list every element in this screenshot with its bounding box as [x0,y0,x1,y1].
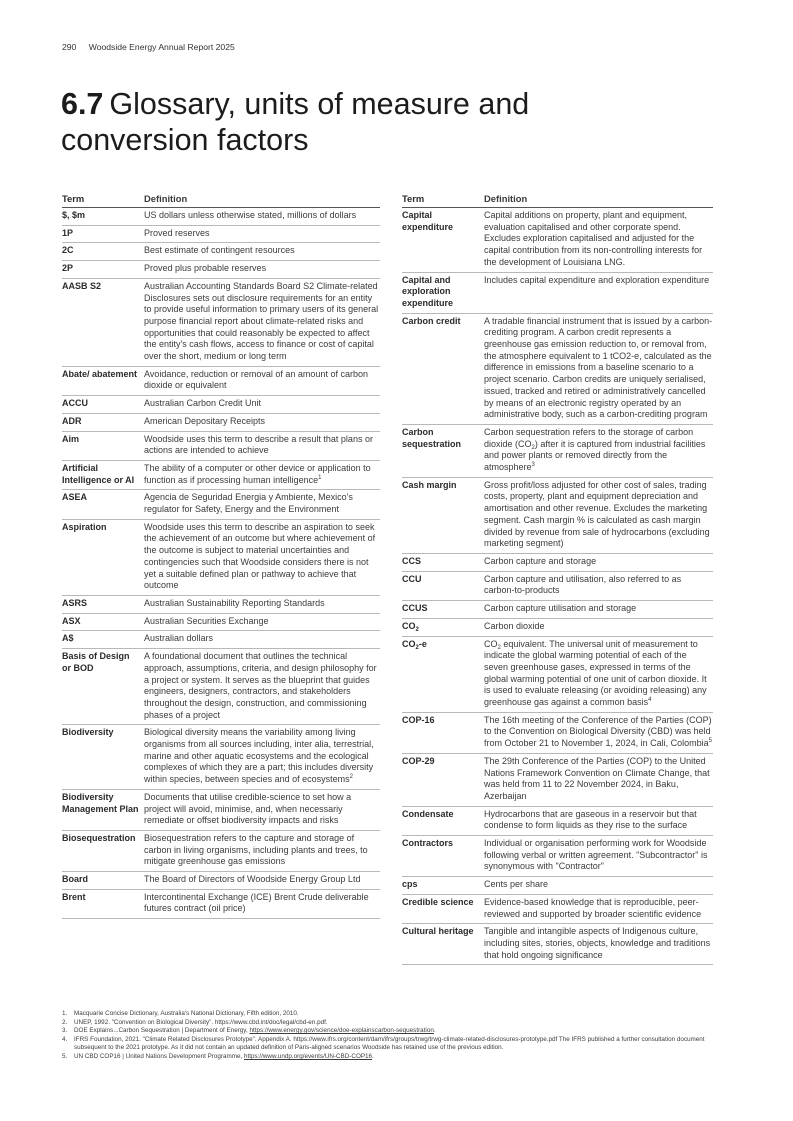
definition-text: Carbon sequestration refers to the storage of carbon dioxide (CO [484,426,694,449]
table-header [62,191,380,208]
glossary-term: 1P [62,227,74,238]
glossary-term: Biodiversity [62,727,114,738]
glossary-definition [484,210,713,269]
definition-text: The 16th meeting of the Conference of the Parties (COP) to the Convention on Biological Diversity (CBD) was held from October 21 to November 1, 2024, in Cali, Colombia [484,714,712,749]
term-text-suffix: -e [418,638,427,649]
definition-text: Biological diversity means the variability among living organisms from all sources including, inter alia, terrestrial, marine and other aquatic ecosystems and the ecological complexes of which they are a part; this includes diversity within species, between species and of ecosystems [144,727,374,785]
term-header: Term [402,193,425,204]
glossary-definition [484,879,713,891]
glossary-definition [144,633,380,645]
term-header: Term [62,193,85,204]
definition-text: The Board of Directors of Woodside Energy Group Ltd [144,874,361,885]
glossary-definition [144,210,380,222]
table-row [402,314,713,425]
glossary-term: $, $m [62,210,86,220]
glossary-definition [144,598,380,610]
glossary-term: CCUS [402,603,428,614]
definition-text: Biosequestration refers to the capture and storage of carbon in living organisms, including plants and trees, to mitigate greenhouse gas emissions [144,832,368,867]
table-row [62,831,380,872]
table-row [62,490,380,519]
definition-text: The ability of a computer or other device or application to function as if processing human intelligence [144,462,371,485]
glossary-term: Basis of Design or BOD [62,651,130,673]
table-row [62,614,380,632]
glossary-term: Capital and exploration expenditure [402,274,454,308]
glossary-term: Biosequestration [62,832,136,843]
definition-text: Carbon dioxide [484,620,545,631]
glossary-definition [484,574,713,597]
table-row [62,649,380,725]
definition-text: Includes capital expenditure and exploration expenditure [484,274,710,285]
glossary-term: CCS [402,555,422,566]
table-row [402,478,713,554]
glossary-term: Condensate [402,808,454,819]
glossary-term [402,621,484,633]
footnote-text-wrap [74,1027,722,1036]
table-row [62,461,380,490]
footnote-number: 1. [62,1010,68,1017]
footnote-text: UNEP, 1992. "Convention on Biological Diversity". https://www.cbd.int/doc/legal/cbd-en.pdf. [74,1018,328,1026]
definition-header: Definition [484,193,528,204]
definition-text: US dollars unless otherwise stated, millions of dollars [144,210,357,220]
glossary-definition [144,416,380,428]
table-row [402,836,713,877]
glossary-definition [144,369,380,392]
definition-text: Avoidance, reduction or removal of an amount of carbon dioxide or equivalent [144,368,368,391]
definition-text-suffix: equivalent. The universal unit of measurement to indicate the global warming potential of each of the seven greenhouse gases, expressed in terms of the global warming potential of one unit of carbon dioxide. It is used to evaluate releasing (or avoiding releasing) any greenhouse gas against a common basis [484,638,707,708]
glossary-term: A$ [62,633,74,644]
glossary-definition [144,792,380,827]
footnote-text: UN CBD COP16 | United Nations Development Programme, [74,1052,244,1060]
glossary-term: Aim [62,433,80,444]
table-row [402,601,713,619]
table-row [402,877,713,895]
table-row [402,637,713,713]
table-header [402,191,713,208]
table-row [62,226,380,244]
footnote [62,1036,722,1053]
definition-text: Carbon capture and storage [484,555,597,566]
glossary-definition [484,621,713,633]
definition-text: Proved reserves [144,227,210,238]
glossary-definition [144,228,380,240]
glossary-term: Biodiversity Management Plan [62,791,139,814]
footnote [62,1027,722,1036]
glossary-term: Aspiration [62,521,107,532]
footnote-number: 3. [62,1027,68,1035]
glossary-term: Brent [62,891,86,902]
glossary-term: ADR [62,415,82,426]
table-row [62,596,380,614]
footnote-text: Macquarie Concise Dictionary, Australia's National Dictionary, Fifth edition, 2010. [74,1010,299,1017]
definition-text: Tangible and intangible aspects of Indigenous culture, including sites, stories, objects, knowledge and traditions that hold ongoing significance [484,926,711,960]
table-row [402,273,713,314]
footnote [62,1010,722,1019]
table-row [62,790,380,831]
glossary-definition [144,616,380,628]
footnote-ref: 2 [349,774,353,781]
definition-text: Agencia de Seguridad Energia y Ambiente, Mexico's regulator for Safety, Energy and the Environment [144,492,353,515]
page-header [62,42,235,52]
table-row [402,554,713,572]
glossary-term: Board [62,874,89,885]
footnote [62,1053,722,1062]
glossary-term: 2C [62,245,74,256]
definition-text: CO [484,638,498,649]
table-row [402,895,713,924]
table-row [62,631,380,649]
table-row [62,208,380,226]
glossary-definition [484,639,713,709]
glossary-definition [144,263,380,275]
glossary-definition [484,556,713,568]
table-row [62,520,380,596]
glossary-definition [484,715,713,750]
footnote-text-wrap [74,1010,722,1019]
table-row [402,425,713,478]
definition-text: Cents per share [484,879,549,890]
definition-text-suffix: ) after it is captured from industrial facilities and power plants or removed directly from the atmosphere [484,438,706,473]
footnote-link[interactable]: https://www.undp.org/events/UN-CBD-COP16 [243,1052,373,1060]
definition-text: Best estimate of contingent resources [144,245,295,256]
footnotes [62,1010,722,1062]
glossary-term: ACCU [62,398,88,409]
definition-text: Australian Carbon Credit Unit [144,398,262,409]
glossary-term: CCU [402,573,422,584]
glossary-term: AASB S2 [62,280,102,291]
glossary-table-right [402,191,713,965]
footnote-text-wrap [74,1019,722,1028]
glossary-term: Abate/ abatement [62,368,138,379]
table-row [402,924,713,965]
footnote-ref: 3 [531,462,535,469]
glossary-term: Carbon credit [402,315,461,326]
definition-header: Definition [144,193,188,204]
footnote-number: 2. [62,1018,68,1026]
definition-text: Australian Securities Exchange [144,615,269,626]
term-text: CO [402,638,416,649]
glossary-term: ASEA [62,492,88,503]
table-row [62,367,380,396]
section-title-text: Glossary, units of measure and conversion factors [61,87,530,157]
table-row [62,396,380,414]
definition-text: Intercontinental Exchange (ICE) Brent Crude deliverable futures contract (oil price) [144,891,369,914]
report-title: Woodside Energy Annual Report 2025 [88,42,235,52]
table-row [62,279,380,367]
definition-text: A foundational document that outlines the technical approach, assumptions, criteria, and design philosophy for a project or system. It serves as the blueprint that guides engineers, designers, contractors, and stakeholders throughout the design, construction, and commissioning phases of a project [144,651,377,720]
table-row [62,432,380,461]
glossary-definition [144,492,380,515]
glossary-definition [484,756,713,803]
glossary-definition [144,727,380,786]
glossary-definition [484,809,713,832]
glossary-definition [484,480,713,550]
glossary-term: Cash margin [402,479,457,490]
footnote-number: 5. [62,1052,68,1060]
footnote-ref: 4 [648,697,652,704]
table-row [62,725,380,790]
definition-text: Capital additions on property, plant and equipment, evaluation capitalised and other corporate spend. Excludes exploration capitalised and adjusted for the capital contribution from its non-controlling interests for the development of Louisiana LNG. [484,210,703,267]
footnote-text-wrap [74,1036,722,1053]
glossary-definition [484,427,713,474]
glossary-term: ASX [62,615,81,626]
definition-text: The 29th Conference of the Parties (COP) to the United Nations Framework Convention on Climate Change, that was held from 11 to 22 November 2024, in Baku, Azerbaijan [484,755,710,801]
table-row [402,572,713,601]
table-row [62,414,380,432]
table-row [402,208,713,273]
footnote [62,1019,722,1028]
table-row [402,619,713,637]
glossary-term: Cultural heritage [402,926,474,937]
footnote-ref: 1 [318,474,322,481]
glossary-term: Artificial Intelligence or AI [62,462,135,485]
definition-text: Woodside uses this term to describe an aspiration to seek the achievement of an outcome but where achievement of the outcome is subject to material uncertainties and contingencies such that Woodside considers there is not yet a suitable defined plan or pathway to achieve that outcome [144,521,376,591]
definition-text: Individual or organisation performing work for Woodside following verbal or written agreement. "Subcontractor" is synonymous with "Contractor" [484,838,708,872]
glossary-definition [484,838,713,873]
glossary-term: COP-16 [402,714,435,725]
definition-text: Woodside uses this term to describe a result that plans or actions are intended to achieve [144,433,373,456]
term-subscript: 2 [415,644,419,651]
glossary-definition [144,281,380,363]
section-title [61,86,581,158]
glossary-definition [144,245,380,257]
glossary-definition [484,603,713,615]
definition-text: American Depositary Receipts [144,415,266,426]
glossary-definition [144,651,380,721]
glossary-definition [144,892,380,915]
definition-text: Proved plus probable reserves [144,263,267,274]
footnote-number: 4. [62,1035,68,1043]
glossary-term: ASRS [62,597,88,608]
section-number: 6.7 [61,87,104,121]
table-row [402,754,713,807]
glossary-definition [144,398,380,410]
glossary-term: Contractors [402,838,454,849]
glossary-definition [144,522,380,592]
definition-text: Australian dollars [144,633,214,644]
glossary-definition [144,833,380,868]
glossary-term [402,639,484,709]
glossary-term: cps [402,879,418,890]
definition-text: Hydrocarbons that are gaseous in a reservoir but that condense to form liquids as they rise to the surface [484,808,697,831]
glossary-definition [144,463,380,486]
footnote-text: IFRS Foundation, 2021. "Climate Related Disclosures Prototype". Appendix A. https://www.ifrs.org/content/dam/ifrs/groups/trwg/trwg-climate-related-disclosures-prototype.pdf The IFRS published a further consultation document subsequent to the 2021 prototype. As it did not contain an updated definition of Paris-aligned scenarios Woodside has retained use of the previous edition. [74,1035,705,1052]
footnote-link[interactable]: https://www.energy.gov/science/doe-explainscarbon-sequestration [249,1027,434,1035]
definition-text: Documents that utilise credible-science to set how a project will avoid, minimise, and, when necessariy remediate or offset biodiversity impacts and risks [144,791,352,826]
definition-text: Carbon capture utilisation and storage [484,603,637,614]
glossary-definition [144,434,380,457]
glossary-term: 2P [62,263,74,274]
definition-text: Gross profit/loss adjusted for other cost of sales, trading costs, property, plant and equipment depreciation and amortisation and other revenue. Excludes the marketing segment. Cash margin % is calculated as cash margin divided by revenue from sale of hydrocarbons (excluding marketing segment) [484,479,710,549]
glossary-definition [484,897,713,920]
table-row [62,243,380,261]
glossary-definition [484,316,713,421]
table-row [402,807,713,836]
glossary-term: Carbon sequestration [402,426,462,449]
definition-text: Australian Sustainability Reporting Standards [144,597,325,608]
footnote-ref: 5 [708,738,712,745]
table-row [62,872,380,890]
glossary-term: COP-29 [402,755,435,766]
footnote-text-end: . [372,1052,374,1060]
glossary-definition [484,275,713,310]
term-text: CO [402,620,416,631]
definition-text: Carbon capture and utilisation, also referred to as carbon-to-products [484,573,682,596]
glossary-definition [484,926,713,961]
glossary-definition [144,874,380,886]
definition-subscript: 2 [531,444,535,451]
footnote-text: DOE Explains...Carbon Sequestration | Department of Energy, [74,1027,250,1035]
glossary-term: Credible science [402,896,474,907]
term-subscript: 2 [415,626,419,633]
table-row [62,890,380,919]
definition-text: Australian Accounting Standards Board S2 Climate-related Disclosures sets out disclosure requirements for an entity to provide useful information to primary users of its general purpose financial report about climate-related risks and opportunities that could reasonably be expected to affect the entity's cash flows, access to finance or cost of capital over the short, medium or long term [144,280,379,362]
glossary-table-left [62,191,380,919]
definition-subscript: 2 [497,644,501,651]
definition-text: A tradable financial instrument that is issued by a carbon-crediting program. A carbon credit represents a greenhouse gas emission reduction to, or removal from, the atmosphere equivalent to 1 tCO2-e, calculated as the difference in emissions from a baseline scenario to a project scenario. Carbon credits are uniquely serialised, issued, tracked and retired or administratively cancelled by means of an electronic registry operated by an administrative body, such as a carbon-crediting program [484,315,713,420]
footnote-text-wrap [74,1053,722,1062]
table-row [402,713,713,754]
footnote-text-end: . [433,1027,436,1035]
definition-text: Evidence-based knowledge that is reproducible, peer-reviewed and supported by broader scientific evidence [484,896,702,919]
page-number: 290 [62,42,77,52]
glossary-term: Capital expenditure [402,210,454,232]
table-row [62,261,380,279]
